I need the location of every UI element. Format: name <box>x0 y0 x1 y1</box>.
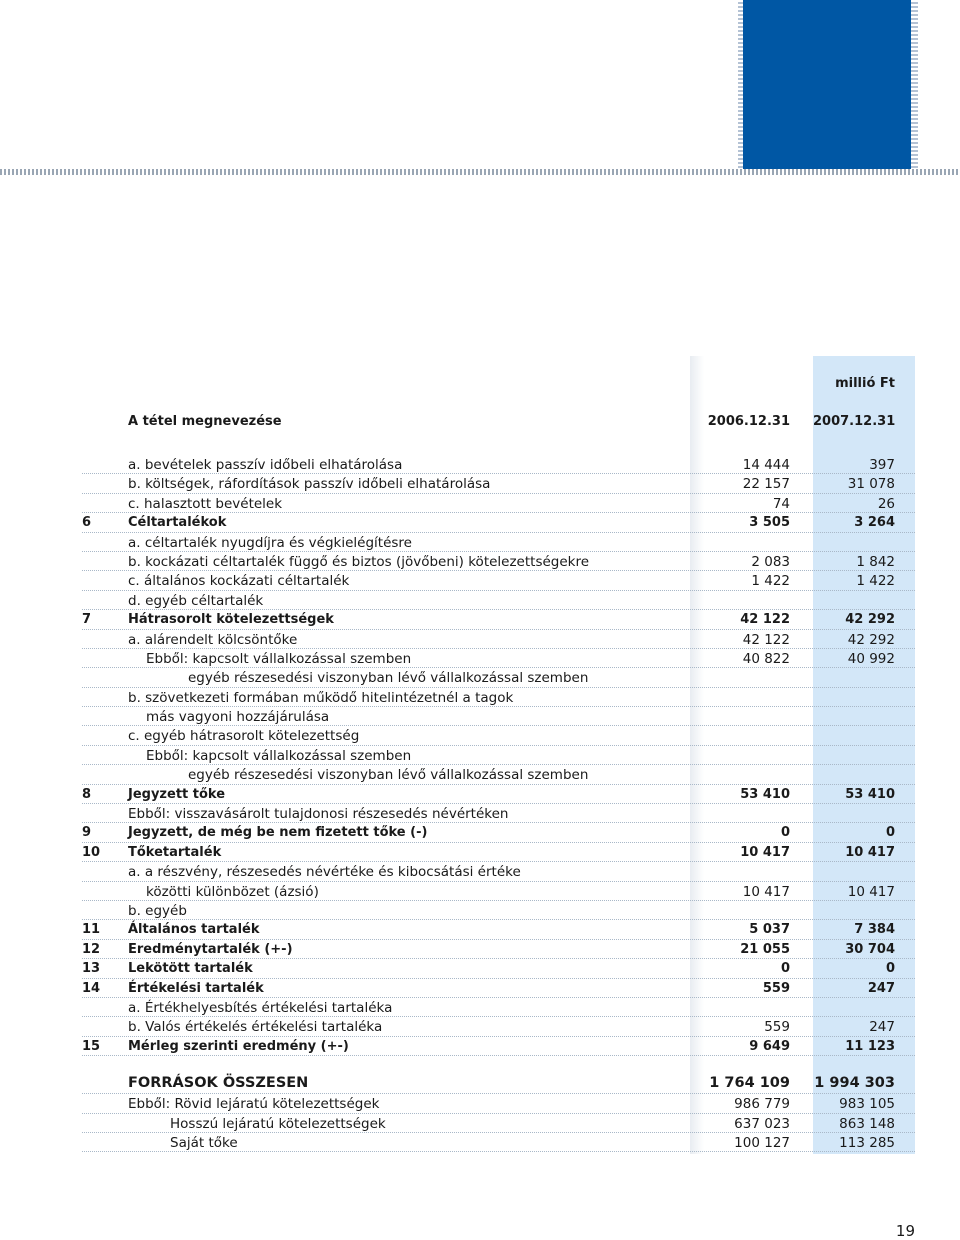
row-label: a. Értékhelyesbítés értékelési tartaléka <box>128 999 393 1016</box>
row-label: Ebből: Rövid lejáratú kötelezettségek <box>128 1096 380 1113</box>
table-row <box>0 571 960 590</box>
row-number: 12 <box>82 941 101 957</box>
table-row <box>0 785 960 804</box>
table-row <box>0 494 960 513</box>
row-label: Értékelési tartalék <box>128 980 264 996</box>
value-2007: 0 <box>885 961 895 977</box>
row-label: c. általános kockázati céltartalék <box>128 573 350 590</box>
total-row <box>0 1074 960 1094</box>
row-label: b. egyéb <box>128 902 187 919</box>
table-row <box>0 882 960 901</box>
row-label: b. szövetkezeti formában működő hitelintézetnél a tagok <box>128 689 514 706</box>
row-number: 9 <box>82 825 92 841</box>
table-row <box>0 533 960 552</box>
table-row <box>0 630 960 649</box>
value-2007: 863 148 <box>839 1115 895 1132</box>
row-label: Céltartalékok <box>128 515 227 531</box>
row-label: a. a részvény, részesedés névértéke és kibocsátási értéke <box>128 864 521 881</box>
row-number: 13 <box>82 961 101 977</box>
row-label: b. költségek, ráfordítások passzív időbeli elhatárolása <box>128 476 491 493</box>
row-label: Mérleg szerinti eredmény (+-) <box>128 1038 349 1054</box>
table-row <box>0 823 960 842</box>
table-row <box>0 940 960 959</box>
row-label: Ebből: visszavásárolt tulajdonosi részesedés névértéken <box>128 806 509 823</box>
table-row <box>0 591 960 610</box>
row-label: egyéb részesedési viszonyban lévő vállalkozással szemben <box>188 670 589 687</box>
value-2007: 1 422 <box>856 573 895 590</box>
value-2007: 0 <box>885 825 895 841</box>
value-2006: 10 417 <box>740 844 790 860</box>
table-row <box>0 1133 960 1152</box>
value-2007: 10 417 <box>847 883 895 900</box>
row-number: 14 <box>82 980 101 996</box>
value-2006: 559 <box>764 1019 790 1036</box>
table-row <box>0 1037 960 1056</box>
page-number: 19 <box>895 1222 915 1240</box>
value-2006: 21 055 <box>740 941 790 957</box>
value-2006: 74 <box>772 495 790 512</box>
table-spacer <box>0 1056 960 1074</box>
table-row <box>0 610 960 629</box>
table-row <box>0 1114 960 1133</box>
row-label: FORRÁSOK ÖSSZESEN <box>128 1075 309 1092</box>
value-2006: 637 023 <box>734 1115 790 1132</box>
value-2007: 247 <box>867 980 895 996</box>
value-2007: 26 <box>877 495 895 512</box>
row-label: Saját tőke <box>170 1134 238 1151</box>
value-2007: 1 994 303 <box>814 1075 895 1092</box>
row-label: b. kockázati céltartalék függő és biztos (jövőbeni) kötelezettségekre <box>128 553 590 570</box>
table-row <box>0 668 960 687</box>
value-2006: 1 764 109 <box>709 1075 790 1092</box>
value-2006: 9 649 <box>749 1038 790 1054</box>
value-2007: 247 <box>869 1019 895 1036</box>
value-2006: 559 <box>762 980 790 996</box>
table-header <box>0 414 960 434</box>
row-label: Hátrasorolt kötelezettségek <box>128 612 334 628</box>
table-row <box>0 552 960 571</box>
value-2006: 2 083 <box>751 553 790 570</box>
row-label: Ebből: kapcsolt vállalkozással szemben <box>146 650 412 667</box>
balance-sheet-table <box>0 455 960 1152</box>
value-2006: 5 037 <box>749 922 790 938</box>
row-label: Hosszú lejáratú kötelezettségek <box>170 1115 386 1132</box>
row-label: c. halasztott bevételek <box>128 495 283 512</box>
table-row <box>0 746 960 765</box>
value-2007: 42 292 <box>845 612 895 628</box>
value-2007: 113 285 <box>839 1134 895 1151</box>
value-2006: 1 422 <box>751 573 790 590</box>
value-2007: 42 292 <box>847 631 895 648</box>
value-2007: 40 992 <box>847 650 895 667</box>
table-row <box>0 804 960 823</box>
column-header-2006: 2006.12.31 <box>707 414 790 429</box>
header-dotted-rule <box>0 169 960 175</box>
row-label: a. céltartalék nyugdíjra és végkielégítésre <box>128 534 412 551</box>
table-row <box>0 707 960 726</box>
table-row <box>0 979 960 998</box>
row-label: Ebből: kapcsolt vállalkozással szemben <box>146 747 412 764</box>
value-2006: 53 410 <box>740 786 790 802</box>
row-label: egyéb részesedési viszonyban lévő vállalkozással szemben <box>188 767 589 784</box>
table-row <box>0 726 960 745</box>
value-2006: 100 127 <box>734 1134 790 1151</box>
column-header-2007: 2007.12.31 <box>813 414 896 429</box>
table-row <box>0 513 960 532</box>
value-2007: 397 <box>869 457 895 473</box>
value-2007: 11 123 <box>845 1038 895 1054</box>
row-label: b. Valós értékelés értékelési tartaléka <box>128 1019 383 1036</box>
row-label: Jegyzett tőke <box>128 786 226 802</box>
row-label: Általános tartalék <box>128 922 260 938</box>
value-2006: 42 122 <box>742 631 790 648</box>
value-2007: 53 410 <box>845 786 895 802</box>
unit-label: millió Ft <box>835 376 895 391</box>
row-label: más vagyoni hozzájárulása <box>146 709 330 726</box>
value-2006: 14 444 <box>742 457 790 473</box>
value-2007: 7 384 <box>854 922 895 938</box>
column-header-item: A tétel megnevezése <box>128 414 282 429</box>
row-number: 10 <box>82 844 101 860</box>
row-label: Jegyzett, de még be nem fizetett tőke (-) <box>128 825 428 841</box>
row-label: Tőketartalék <box>128 844 222 860</box>
table-row <box>0 455 960 474</box>
value-2006: 22 157 <box>742 476 790 493</box>
table-row <box>0 862 960 881</box>
value-2006: 3 505 <box>749 515 790 531</box>
row-label: a. bevételek passzív időbeli elhatárolása <box>128 457 403 473</box>
row-number: 6 <box>82 515 92 531</box>
table-row <box>0 920 960 939</box>
row-label: c. egyéb hátrasorolt kötelezettség <box>128 728 360 745</box>
row-label: Lekötött tartalék <box>128 961 253 977</box>
row-number: 8 <box>82 786 92 802</box>
row-number: 11 <box>82 922 101 938</box>
value-2007: 30 704 <box>845 941 895 957</box>
value-2007: 10 417 <box>845 844 895 860</box>
value-2006: 42 122 <box>740 612 790 628</box>
table-row <box>0 765 960 784</box>
row-label: d. egyéb céltartalék <box>128 592 264 609</box>
row-number: 7 <box>82 612 92 628</box>
row-label: Eredménytartalék (+-) <box>128 941 293 957</box>
value-2007: 31 078 <box>847 476 895 493</box>
table-row <box>0 843 960 862</box>
table-row <box>0 901 960 920</box>
table-row <box>0 474 960 493</box>
row-label: közötti különbözet (ázsió) <box>146 883 319 900</box>
value-2006: 0 <box>780 825 790 841</box>
table-row <box>0 959 960 978</box>
value-2006: 10 417 <box>742 883 790 900</box>
value-2007: 3 264 <box>854 515 895 531</box>
table-row <box>0 998 960 1017</box>
table-row <box>0 649 960 668</box>
header-blue-block <box>743 0 911 169</box>
row-number: 15 <box>82 1038 101 1054</box>
value-2006: 986 779 <box>734 1096 790 1113</box>
value-2007: 1 842 <box>856 553 895 570</box>
table-row <box>0 1094 960 1113</box>
value-2007: 983 105 <box>839 1096 895 1113</box>
table-row <box>0 1017 960 1036</box>
value-2006: 40 822 <box>742 650 790 667</box>
table-row <box>0 688 960 707</box>
value-2006: 0 <box>780 961 790 977</box>
row-label: a. alárendelt kölcsöntőke <box>128 631 298 648</box>
